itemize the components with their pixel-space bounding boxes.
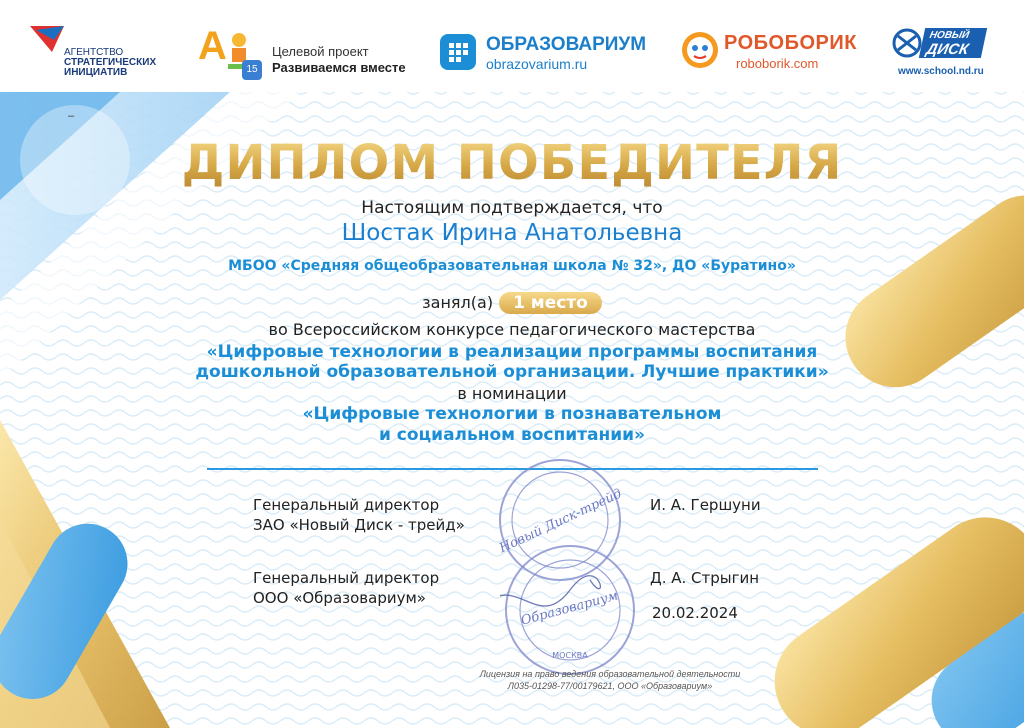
- nomination-line2: и социальном воспитании»: [378, 425, 646, 445]
- stamp-city-text: МОСКВА: [552, 651, 588, 660]
- signature-block-1: [253, 495, 465, 535]
- asi-line2: СТРАТЕГИЧЕСКИХ: [64, 57, 157, 68]
- recipient-name: Шостак Ирина Анатольевна: [341, 220, 683, 246]
- novy-disk-line1: НОВЫЙ: [928, 30, 971, 41]
- roboborik-url: roboborik.com: [736, 56, 819, 71]
- novy-disk-line2: ДИСК: [924, 41, 971, 58]
- project-mark-icon: А: [198, 24, 227, 68]
- asi-line1: АГЕНТСТВО: [64, 47, 124, 58]
- roboborik-robot-icon: [680, 30, 720, 70]
- stamp-bottom-text: Образовариум: [519, 588, 620, 629]
- logo-roboborik: [680, 28, 870, 78]
- project-badge: 15: [242, 60, 262, 80]
- logo-obrazovarium: [440, 30, 660, 80]
- sig1-role: Генеральный директор: [253, 496, 440, 514]
- project-line1: Целевой проект: [272, 44, 369, 59]
- novy-disk-emblem-icon: [892, 28, 922, 58]
- project-line2: Развиваемся вместе: [272, 60, 406, 75]
- license-text: [420, 668, 800, 692]
- took-label: занял(а): [422, 293, 494, 312]
- organization-name: МБОО «Средняя общеобразовательная школа № 32», ДО «Буратино»: [228, 258, 796, 274]
- license-line2: Л035-01298-77/00179621, ООО «Образовариум»: [507, 681, 713, 691]
- contest-name-line1: «Цифровые технологии в реализации программы воспитания: [206, 342, 818, 362]
- obrazovarium-grid-icon: [440, 34, 476, 70]
- asi-dash: –: [68, 110, 75, 122]
- asi-line3: ИНИЦИАТИВ: [64, 67, 128, 78]
- obrazovarium-name: ОБРАЗОВАРИУМ: [486, 34, 647, 55]
- novy-disk-url: www.school.nd.ru: [898, 66, 984, 77]
- place-line: [0, 292, 1024, 314]
- diploma-title: ДИПЛОМ ПОБЕДИТЕЛЯ: [0, 135, 1024, 191]
- obrazovarium-url: obrazovarium.ru: [486, 56, 588, 72]
- signature-block-2: [253, 568, 439, 608]
- contest-intro: во Всероссийском конкурсе педагогического мастерства: [268, 320, 756, 339]
- stamp-obrazovarium: [500, 540, 640, 680]
- sig2-name: Д. А. Стрыгин: [650, 569, 760, 587]
- stamp-top-text: Новый Диск-трейд: [497, 486, 625, 557]
- confirm-text: Настоящим подтверждается, что: [361, 198, 663, 218]
- contest-name-line2: дошкольной образовательной организации. Лучшие практики»: [195, 362, 829, 382]
- place-badge: 1 место: [499, 292, 602, 314]
- logo-asi: [30, 24, 180, 122]
- novy-disk-box: [919, 28, 987, 58]
- sig1-org: ЗАО «Новый Диск - трейд»: [253, 516, 465, 534]
- sig2-org: ООО «Образовариум»: [253, 589, 426, 607]
- sig2-role: Генеральный директор: [253, 569, 440, 587]
- logo-novy-disk: [888, 26, 998, 86]
- nomination-line1: «Цифровые технологии в познавательном: [302, 404, 722, 424]
- sig1-name: И. А. Гершуни: [650, 496, 761, 514]
- roboborik-name: РОБОБОРИК: [724, 32, 857, 54]
- diploma-date: 20.02.2024: [652, 604, 738, 622]
- license-line1: Лицензия на право ведения образовательной деятельности: [479, 669, 741, 679]
- nomination-label: в номинации: [457, 384, 567, 403]
- asi-triangle-icon: [30, 26, 64, 52]
- logo-project: [198, 24, 418, 84]
